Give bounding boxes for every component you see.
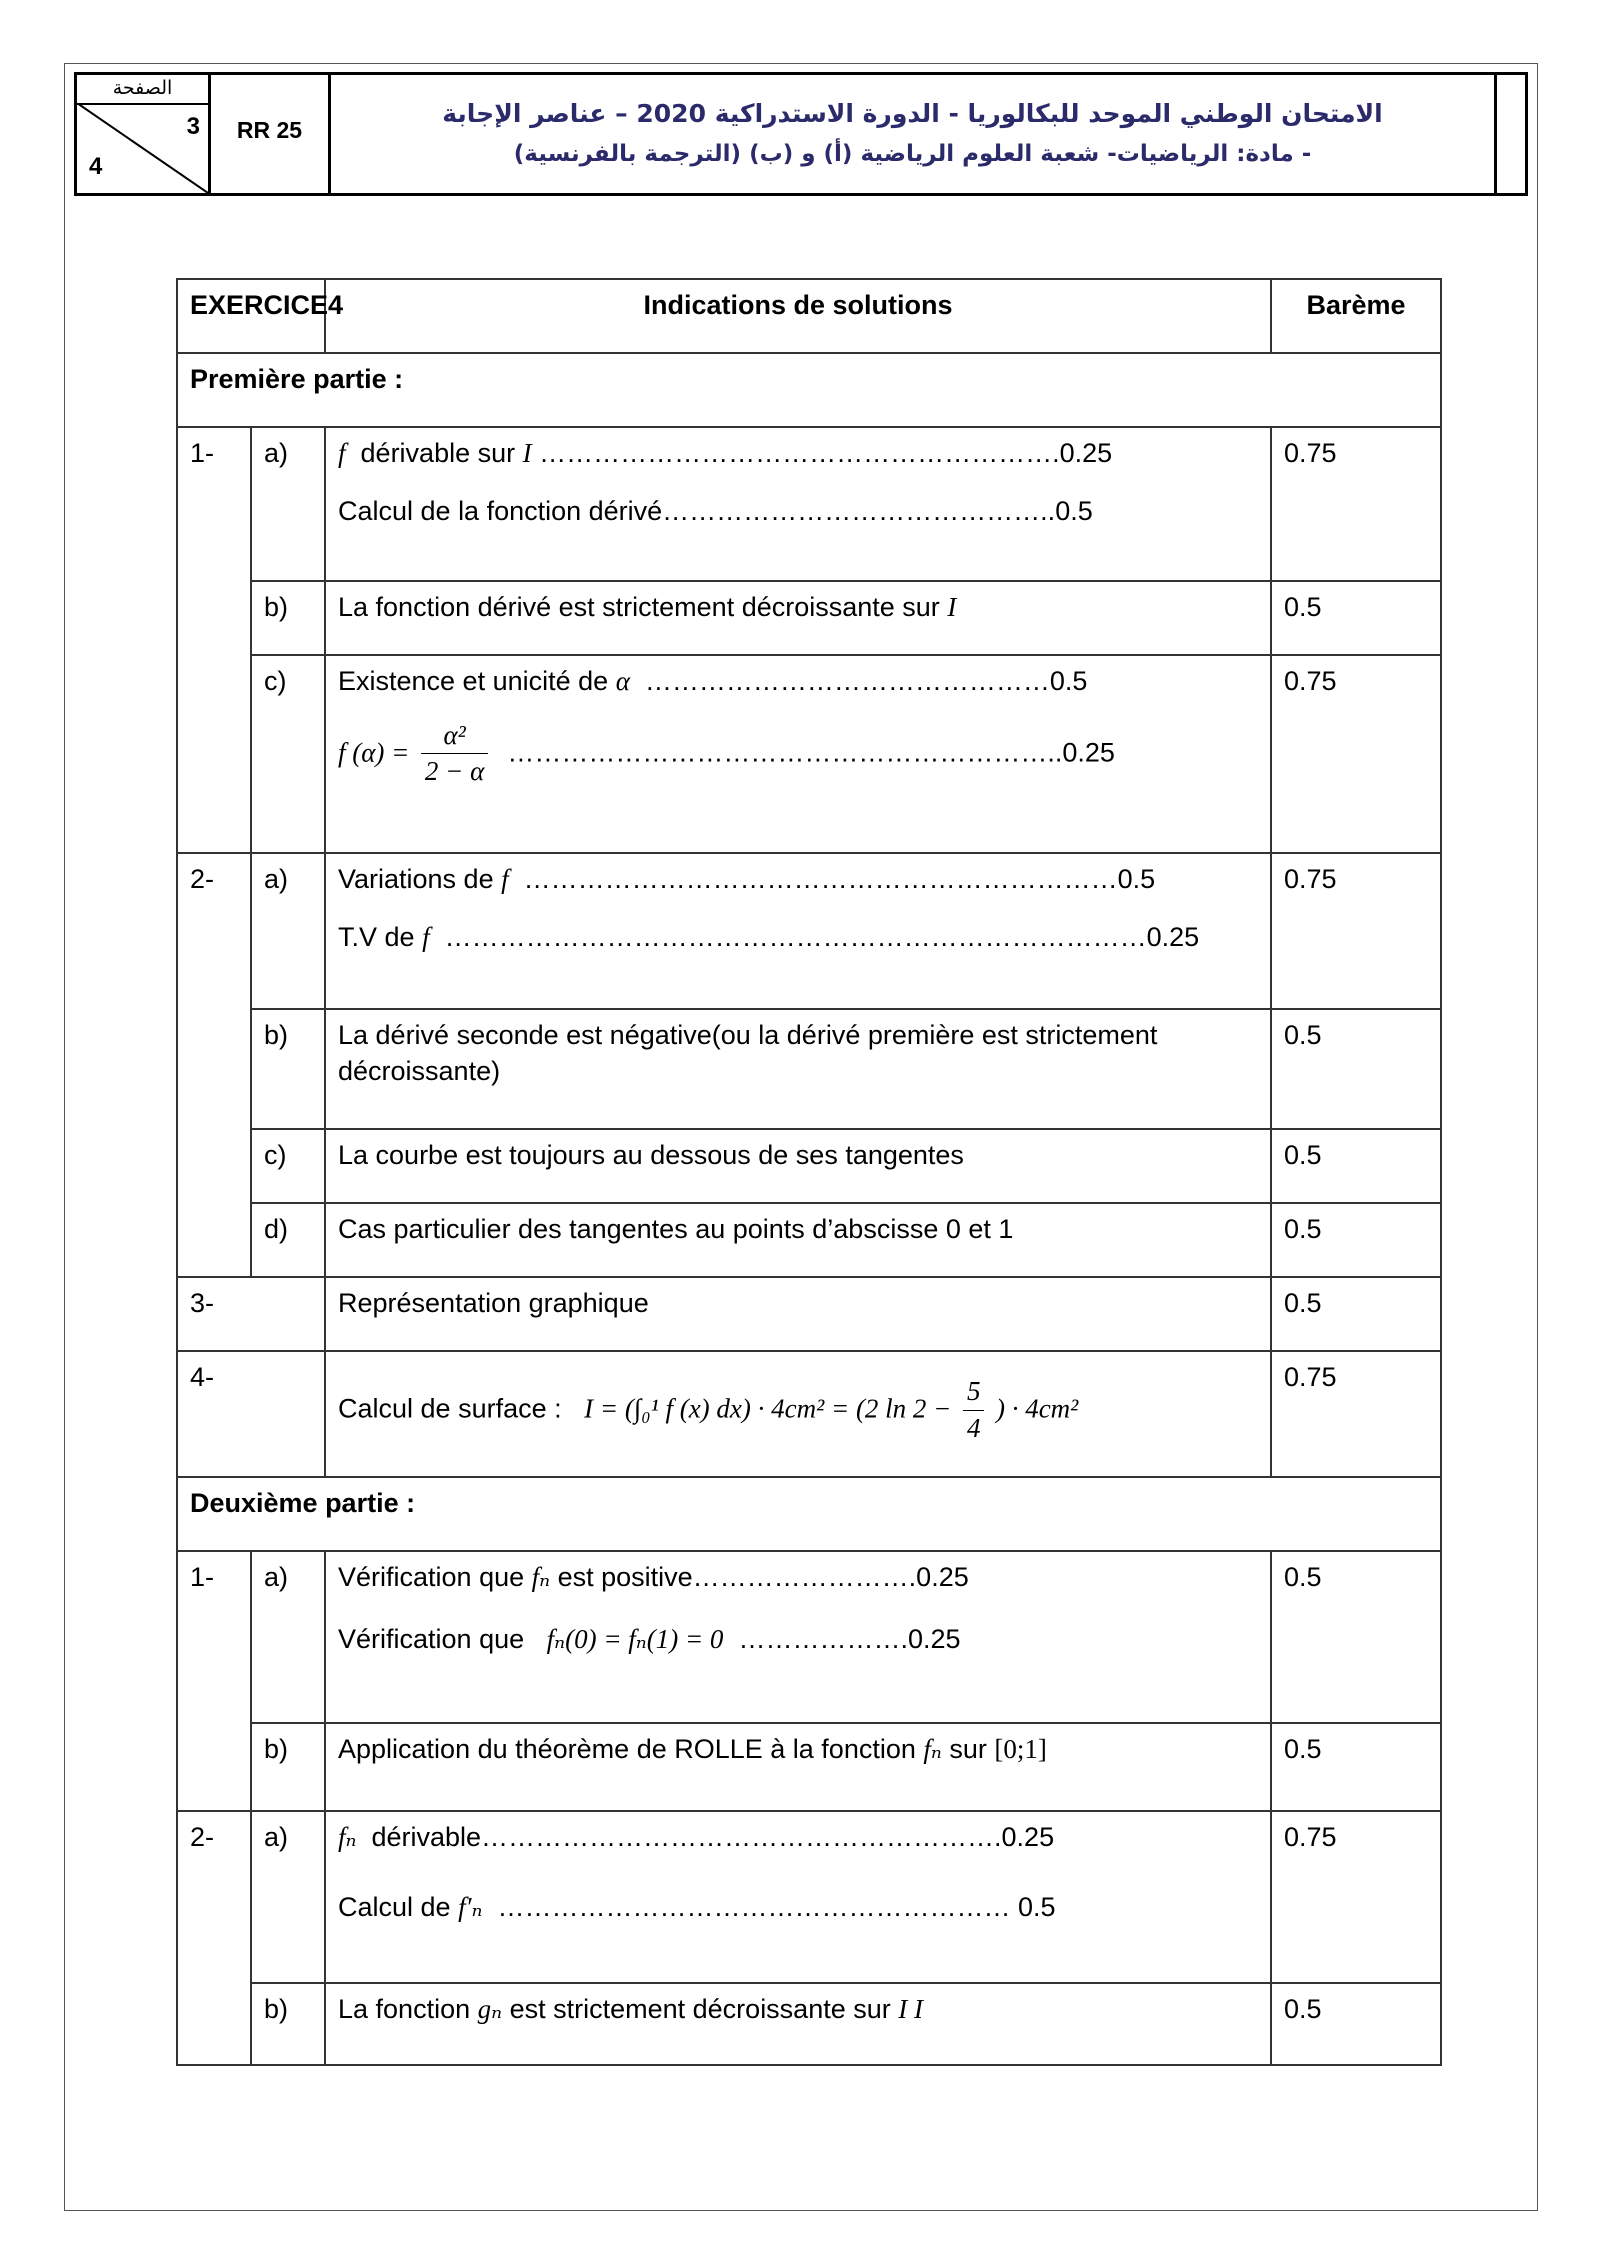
- page-number-box: [77, 75, 211, 193]
- row-text: La courbe est toujours au dessous de ses tangentes: [325, 1129, 1271, 1203]
- row-text: Représentation graphique: [325, 1277, 1271, 1351]
- row-bareme: 0.75: [1271, 1811, 1441, 1983]
- row-bareme: 0.75: [1271, 655, 1441, 853]
- row-sub: a): [251, 1811, 325, 1983]
- row-number: 2-: [177, 853, 251, 1277]
- row-bareme: 0.5: [1271, 1203, 1441, 1277]
- math-var: gₙ: [477, 1994, 503, 2024]
- table-row: [177, 1277, 1441, 1351]
- row-sub: d): [251, 1203, 325, 1277]
- exam-title-line2: - مادة: الرياضيات- شعبة العلوم الرياضية (أ) و (ب) (الترجمة بالفرنسية): [513, 141, 1312, 167]
- part2-title-row: [177, 1477, 1441, 1551]
- row-sub: a): [251, 853, 325, 1009]
- points: est positive…………………….0.25: [557, 1562, 969, 1592]
- row-bareme: 0.5: [1271, 1129, 1441, 1203]
- part1-title: Première partie :: [177, 353, 1441, 427]
- math-var: f′ₙ: [458, 1891, 483, 1922]
- text: Vérification que: [338, 1562, 525, 1592]
- exam-code: RR 25: [236, 117, 303, 143]
- row-text: Cas particulier des tangentes au points d’abscisse 0 et 1: [325, 1203, 1271, 1277]
- row-bareme: 0.75: [1271, 1351, 1441, 1477]
- code-box: [211, 75, 331, 193]
- row-sub: b): [251, 1009, 325, 1129]
- table-row: [177, 1551, 1441, 1723]
- table-row: [177, 1351, 1441, 1477]
- formula: fₙ(0) = fₙ(1) = 0: [546, 1623, 724, 1654]
- table-row: [177, 1983, 1441, 2065]
- math-var: I: [947, 592, 957, 622]
- row-sub: b): [251, 1723, 325, 1811]
- math-var: fₙ: [338, 1822, 357, 1852]
- fraction-den: 2 − α: [424, 756, 485, 787]
- table-row: [177, 1129, 1441, 1203]
- math-var: I I: [898, 1994, 923, 2024]
- text: Calcul de surface :: [338, 1393, 562, 1424]
- points: ……………………………………………………..0.25: [507, 736, 1115, 767]
- fraction: [421, 718, 488, 790]
- part1-title-row: [177, 353, 1441, 427]
- row-bareme: 0.5: [1271, 581, 1441, 655]
- math-var: α: [615, 666, 630, 696]
- text: T.V de: [338, 921, 415, 952]
- fraction-num: α²: [421, 718, 488, 755]
- formula-lhs: f (α) =: [338, 736, 410, 767]
- table-row: [177, 1203, 1441, 1277]
- row-text: [325, 1551, 1271, 1723]
- row-sub: c): [251, 655, 325, 853]
- row-number: 3-: [177, 1277, 325, 1351]
- row-text: [325, 427, 1271, 581]
- row-number: 2-: [177, 1811, 251, 2065]
- page-label: الصفحة: [112, 77, 173, 99]
- header-bareme: Barème: [1271, 279, 1441, 353]
- row-text: [325, 1723, 1271, 1811]
- math-var: f: [501, 864, 509, 894]
- text: Variations de: [338, 864, 494, 894]
- row-sub: b): [251, 581, 325, 655]
- text: est strictement décroissante sur: [509, 1994, 891, 2024]
- exam-title-line1: الامتحان الوطني الموحد للبكالوريا - الدورة الاستدراكية 2020 – عناصر الإجابة: [442, 99, 1383, 128]
- page-current: 3: [186, 113, 200, 140]
- row-sub: a): [251, 427, 325, 581]
- text: Vérification que: [338, 1623, 525, 1654]
- row-sub: b): [251, 1983, 325, 2065]
- row-text: [325, 853, 1271, 1009]
- table-header-row: [177, 279, 1441, 353]
- table-row: [177, 655, 1441, 853]
- row-number: 1-: [177, 427, 251, 853]
- math-var: f: [422, 921, 430, 952]
- math-var: fₙ: [923, 1734, 942, 1764]
- text: La fonction: [338, 1994, 471, 2024]
- points: ……………………………………………………………………0.25: [444, 921, 1200, 952]
- row-bareme: 0.75: [1271, 427, 1441, 581]
- table-row: [177, 581, 1441, 655]
- text: dérivable sur: [360, 438, 516, 468]
- part2-title: Deuxième partie :: [177, 1477, 1441, 1551]
- header-exercise: EXERCICE4: [177, 279, 325, 353]
- math-var: f: [338, 438, 346, 468]
- row-text: [325, 655, 1271, 853]
- fraction-den: 4: [966, 1412, 981, 1443]
- points: ………………………………………………… 0.5: [497, 1891, 1056, 1922]
- header-indications: Indications de solutions: [325, 279, 1271, 353]
- fraction: [963, 1374, 985, 1446]
- points: ………………………………………………….0.25: [539, 438, 1113, 468]
- text: La fonction dérivé est strictement décroissante sur: [338, 592, 940, 622]
- row-text: [325, 1811, 1271, 1983]
- row-text: [325, 581, 1271, 655]
- row-bareme: 0.5: [1271, 1983, 1441, 2065]
- empty-header-box: [1497, 75, 1525, 193]
- row-sub: c): [251, 1129, 325, 1203]
- solutions-table: [176, 278, 1442, 2066]
- points: ………………………………………0.5: [644, 666, 1088, 696]
- text: Application du théorème de ROLLE à la fonction: [338, 1734, 916, 1764]
- row-bareme: 0.75: [1271, 853, 1441, 1009]
- text: dérivable………………………………………………….0.25: [371, 1822, 1055, 1852]
- row-text: La dérivé seconde est négative(ou la dérivé première est strictement décroissante): [325, 1009, 1271, 1129]
- table-row: [177, 427, 1441, 581]
- table-row: [177, 853, 1441, 1009]
- math-var: I: [522, 438, 532, 468]
- row-bareme: 0.5: [1271, 1723, 1441, 1811]
- text: Calcul de: [338, 1891, 451, 1922]
- math-var: fₙ: [531, 1562, 551, 1592]
- text: Calcul de la fonction dérivé……………………………………..0.5: [338, 495, 1093, 526]
- row-bareme: 0.5: [1271, 1009, 1441, 1129]
- text: sur: [949, 1734, 987, 1764]
- text: Existence et unicité de: [338, 666, 609, 696]
- row-number: 1-: [177, 1551, 251, 1811]
- title-box: [331, 75, 1497, 193]
- points: ……………….0.25: [738, 1623, 961, 1654]
- row-number: 4-: [177, 1351, 325, 1477]
- interval: [0;1]: [994, 1734, 1047, 1764]
- formula-part: ) · 4cm²: [995, 1393, 1079, 1424]
- row-sub: a): [251, 1551, 325, 1723]
- formula-part: I = (∫₀¹ f (x) dx) · 4cm² = (2 ln 2 −: [584, 1393, 952, 1424]
- row-text: [325, 1983, 1271, 2065]
- page-total: 4: [89, 153, 103, 180]
- row-text: [325, 1351, 1271, 1477]
- table-row: [177, 1009, 1441, 1129]
- row-bareme: 0.5: [1271, 1551, 1441, 1723]
- table-row: [177, 1811, 1441, 1983]
- points: …………………………………………………………0.5: [523, 864, 1156, 894]
- table-row: [177, 1723, 1441, 1811]
- exam-header: [74, 72, 1528, 196]
- fraction-num: 5: [963, 1374, 985, 1411]
- row-bareme: 0.5: [1271, 1277, 1441, 1351]
